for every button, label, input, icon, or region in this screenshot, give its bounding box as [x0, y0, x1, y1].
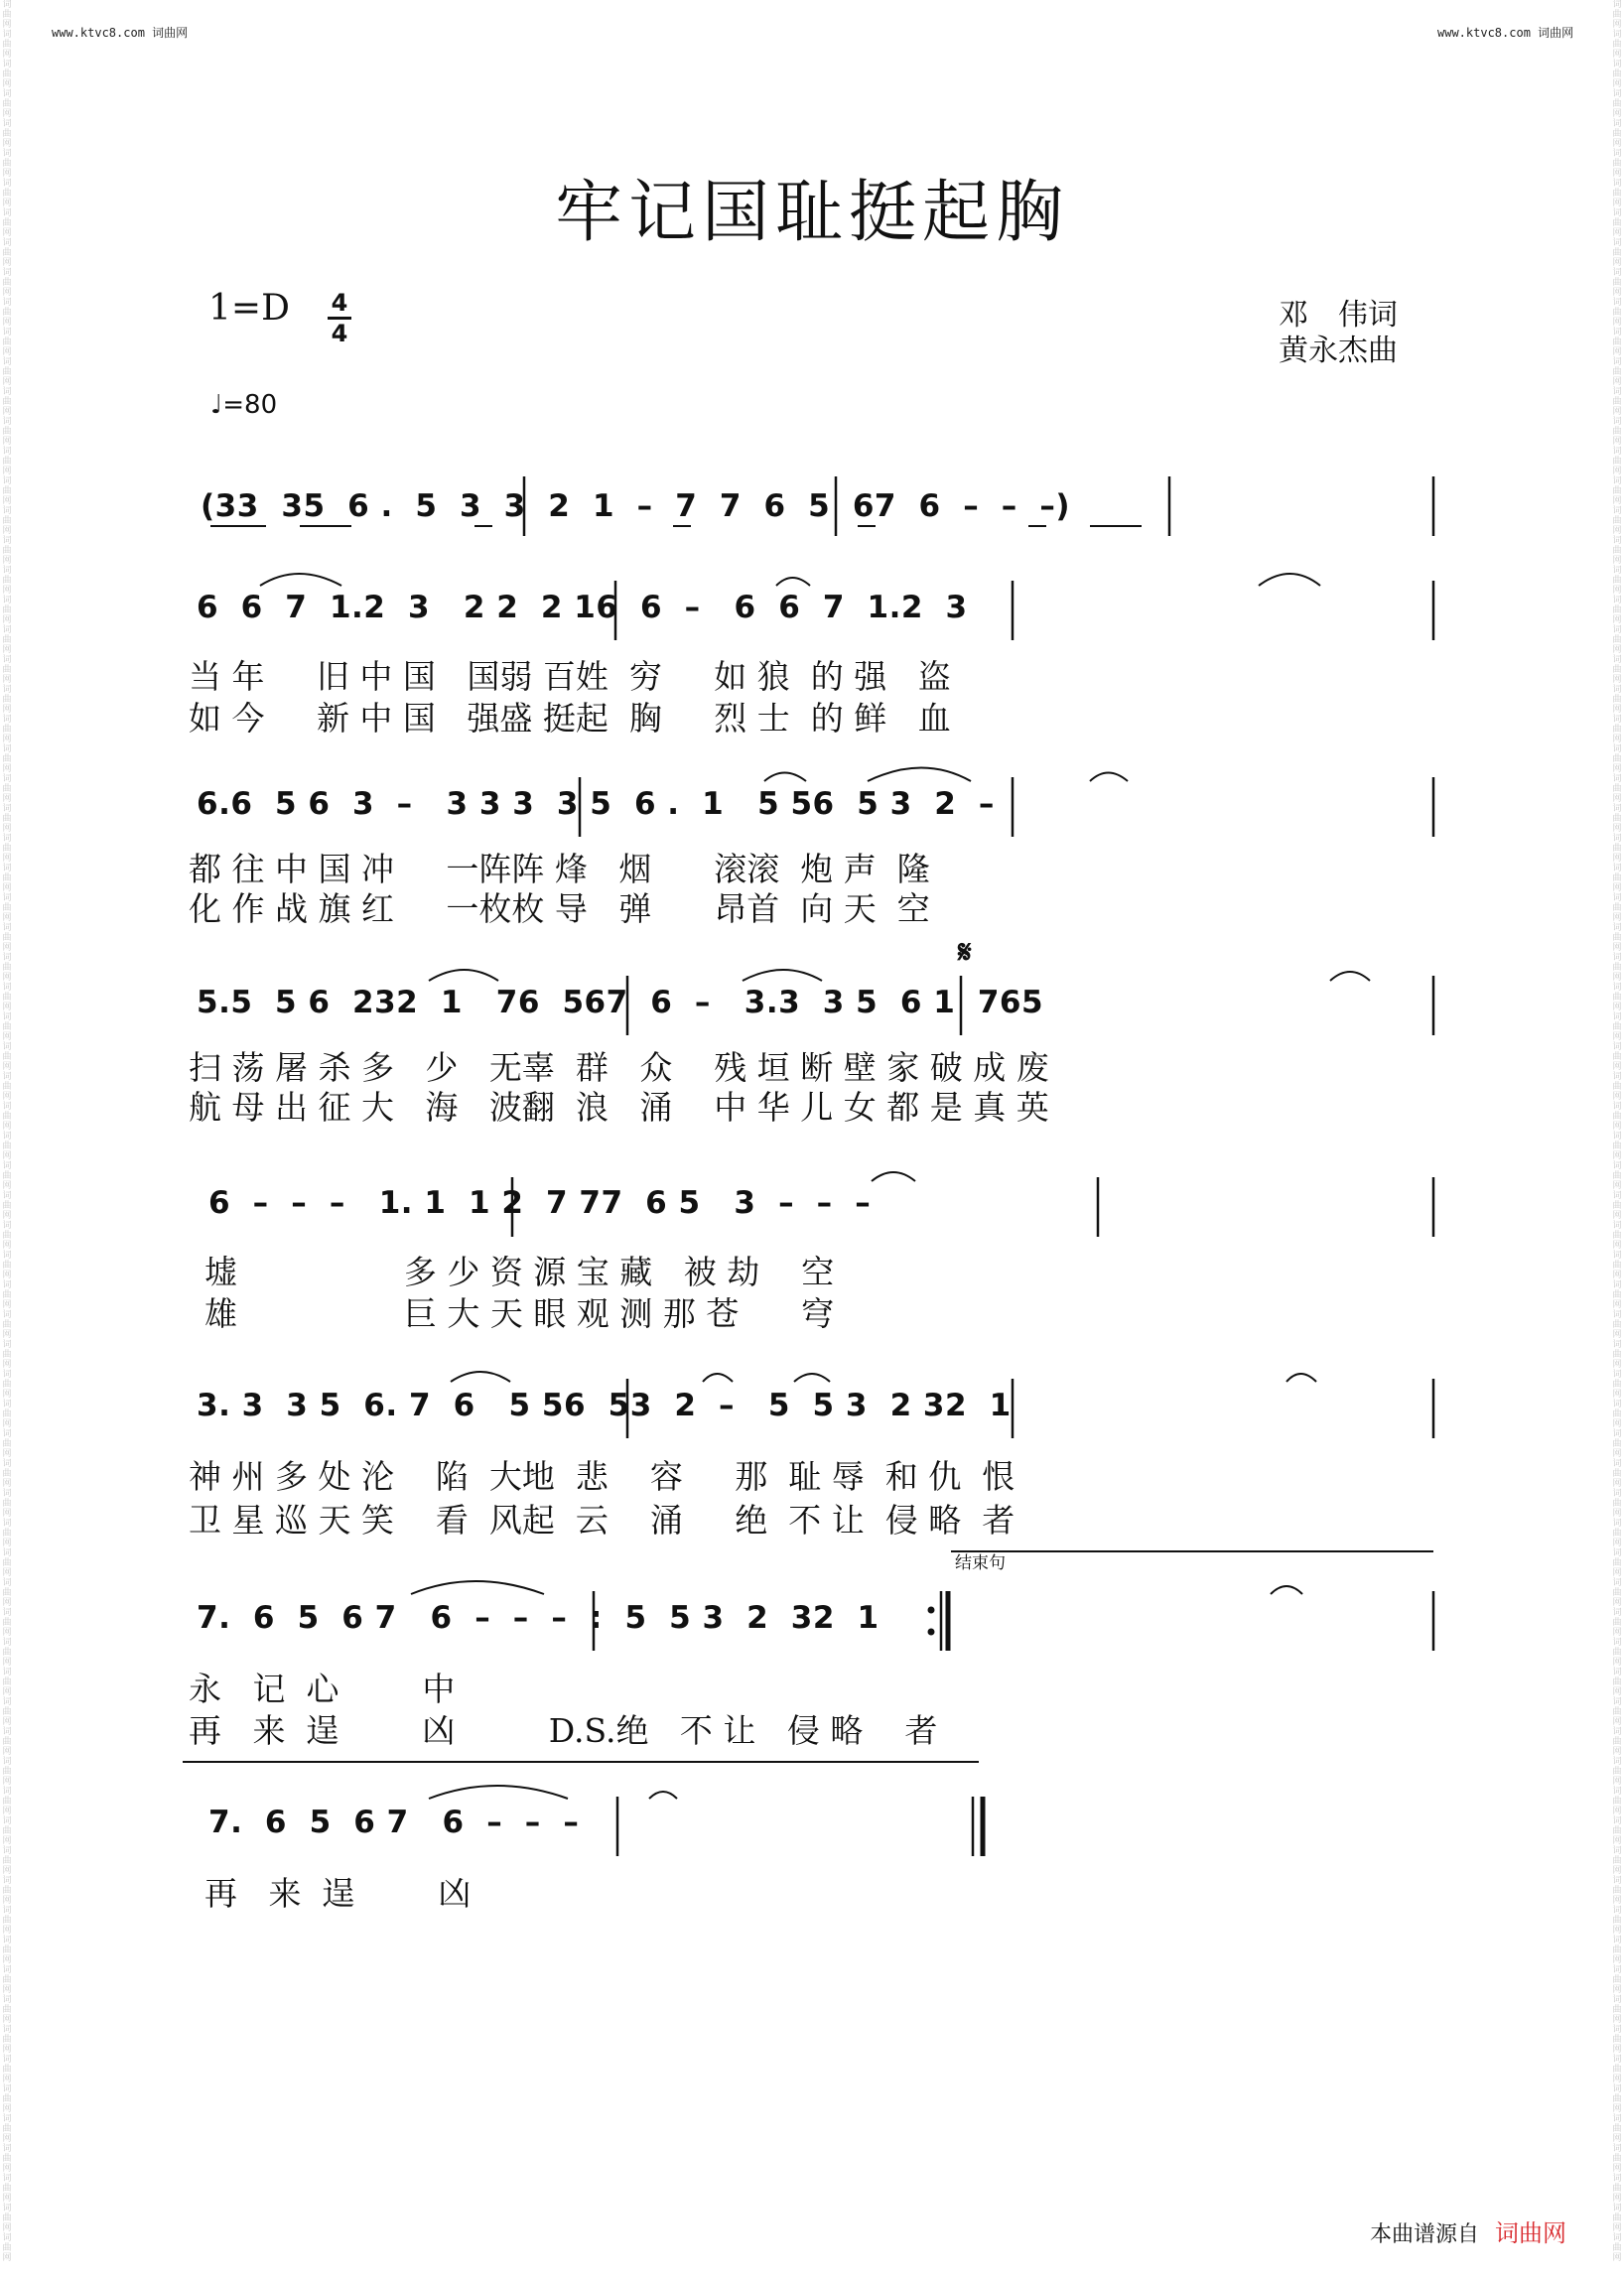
lyric-row-3-verse-2: 化 作 战 旗 红 一枚枚 导 弹 昂首 向 天 空: [189, 889, 930, 928]
lyric-row-3-verse-1: 都 往 中 国 冲 一阵阵 烽 烟 滚滚 炮 声 隆: [189, 850, 930, 888]
source-brand-link[interactable]: 词曲网: [1495, 2219, 1567, 2247]
coda-bracket: [183, 1761, 979, 1763]
composer: 黄永杰曲: [1279, 334, 1398, 368]
tempo-value: =80: [222, 390, 278, 420]
song-title: 牢记国耻挺起胸: [554, 174, 1069, 252]
credits: [1279, 298, 1398, 369]
meter-bottom: 4: [331, 320, 348, 347]
lyric-row-8: 再 来 逞 凶: [204, 1874, 472, 1913]
lyric-row-7-verse-1: 永 记 心 中: [189, 1670, 456, 1708]
source-credit: [1370, 2213, 1566, 2248]
lyric-row-4-verse-2: 航 母 出 征 大 海 波翻 浪 涌 中 华 儿 女 都 是 真 英: [189, 1088, 1049, 1127]
lyric-row-5-verse-1: 墟 多 少 资 源 宝 藏 被 劫 空: [204, 1253, 835, 1291]
time-signature: [326, 290, 353, 346]
notes-row-1: (33 35 6 . 5 3 3 2 1 – 7 7 6 5 67 6 – – –): [201, 488, 1071, 524]
site-link-right[interactable]: www.ktvc8.com 词曲网: [1437, 26, 1574, 40]
meter-top: 4: [331, 289, 348, 317]
notes-row-8: 7. 6 5 6 7 6 – – –: [208, 1805, 580, 1840]
lyric-row-7-verse-2: 再 来 逞 凶 D.S.绝 不 让 侵 略 者: [189, 1711, 938, 1750]
notes-row-4: 5.5 5 6 232 1 76 567 6 – 3.3 3 5 6 1 765: [197, 985, 1044, 1020]
notes-row-6: 3. 3 3 5 6. 7 6 5 56 53 2 – 5 5 3 2 32 1: [197, 1388, 1012, 1423]
final-barline: [973, 1797, 983, 1856]
notes-row-7: 7. 6 5 6 7 6 – – – : 5 5 3 2 32 1: [197, 1600, 880, 1636]
right-watermark-strip: 词曲网 词曲网 词曲网 词曲网 词曲网 词曲网 词曲网 词曲网 词曲网 词曲网 词曲网 词曲网 词曲网 词曲网 词曲网 词曲网 词曲网 词曲网 词曲网 词曲网 词曲网 词曲网 词曲网 词曲网 词曲网 词曲网 词曲网 词曲网 词曲网 词曲网 词曲网 词曲网 词曲网 词曲网 词曲网 词曲网 词曲网 词曲网 词曲网 词曲网 词曲网 词曲网 词曲网 词曲网 词曲网 词曲网 词曲网 词曲网 词曲网 词曲网 词曲网 词曲网 词曲网 词曲网 词曲网 词曲网 词曲网 词曲网 词曲网 词曲网 词曲网 词曲网 词曲网 词曲网 词曲网 词曲网 词曲网 词曲网 词曲网 词曲网 词曲网 词曲网 词曲网 词曲网 词曲网 词曲网: [1612, 0, 1622, 2263]
repeat-sign: [928, 1591, 948, 1651]
lyricist: 邓 伟词: [1279, 298, 1398, 333]
source-label: 本曲谱源自: [1370, 2222, 1480, 2247]
site-link-left[interactable]: www.ktvc8.com 词曲网: [52, 26, 189, 40]
quarter-note-icon: ♩: [210, 390, 223, 420]
key-signature: 1=D: [208, 288, 290, 329]
tempo-marking: [210, 390, 277, 420]
ending-bracket: [951, 1550, 1433, 1552]
notes-row-5: 6 – – – 1. 1 1 2 7 77 6 5 3 – – –: [208, 1185, 872, 1221]
lyric-row-5-verse-2: 雄 巨 大 天 眼 观 测 那 苍 穹: [204, 1294, 835, 1333]
notes-row-2: 6 6 7 1.2 3 2 2 2 16 6 – 6 6 7 1.2 3: [197, 590, 968, 625]
lyric-row-6-verse-2: 卫 星 巡 天 笑 看 风起 云 涌 绝 不 让 侵 略 者: [189, 1501, 1015, 1540]
lyric-row-2-verse-1: 当 年 旧 中 国 国弱 百姓 穷 如 狼 的 强 盗: [189, 657, 951, 696]
lyric-row-4-verse-1: 扫 荡 屠 杀 多 少 无辜 群 众 残 垣 断 壁 家 破 成 废: [189, 1048, 1049, 1087]
left-watermark-strip: 词曲网 词曲网 词曲网 词曲网 词曲网 词曲网 词曲网 词曲网 词曲网 词曲网 词曲网 词曲网 词曲网 词曲网 词曲网 词曲网 词曲网 词曲网 词曲网 词曲网 词曲网 词曲网 词曲网 词曲网 词曲网 词曲网 词曲网 词曲网 词曲网 词曲网 词曲网 词曲网 词曲网 词曲网 词曲网 词曲网 词曲网 词曲网 词曲网 词曲网 词曲网 词曲网 词曲网 词曲网 词曲网 词曲网 词曲网 词曲网 词曲网 词曲网 词曲网 词曲网 词曲网 词曲网 词曲网 词曲网 词曲网 词曲网 词曲网 词曲网 词曲网 词曲网 词曲网 词曲网 词曲网 词曲网 词曲网 词曲网 词曲网 词曲网 词曲网 词曲网 词曲网 词曲网 词曲网 词曲网: [2, 0, 12, 2263]
ending-label: 结束句: [955, 1553, 1006, 1573]
segno-icon: 𝄋: [958, 933, 972, 971]
lyric-row-2-verse-2: 如 今 新 中 国 强盛 挺起 胸 烈 士 的 鲜 血: [189, 699, 951, 737]
lyric-row-6-verse-1: 神 州 多 处 沦 陷 大地 悲 容 那 耻 辱 和 仇 恨: [189, 1457, 1015, 1496]
notes-row-3: 6.6 5 6 3 – 3 3 3 3 5 6 . 1 5 56 5 3 2 –: [197, 786, 995, 822]
